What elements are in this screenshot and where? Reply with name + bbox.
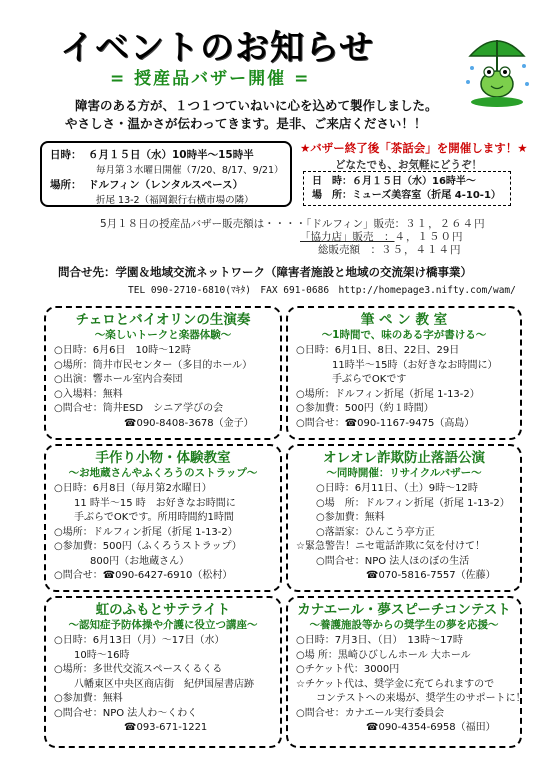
- card-line: ○日時：7月3日、（日） 13時〜17時: [296, 635, 463, 646]
- contact-info: 問合せ先：学園＆地域交流ネットワーク（障害者施設と地域の交流架け橋事業）: [58, 265, 472, 279]
- intro-text: [65, 97, 438, 133]
- card-line: ○チケット代：3000円: [296, 664, 400, 675]
- card-line: ○場所：ドルフィン折尾（折尾 1-13-2）: [54, 526, 238, 538]
- event-card-brush-pen: [286, 306, 522, 440]
- card-line: ○参加費：500円（約１時間）: [296, 403, 434, 414]
- card-phone: ☎090-8408-3678（金子）: [124, 417, 254, 429]
- tea-place: 場 所：ミューズ美容室（折尾 4-10-1）: [312, 190, 501, 201]
- tea-date: 日 時：６月１５日（水）16時半〜: [312, 176, 476, 187]
- card-line: コンテストへの来場が、奨学生のサポートに！: [316, 693, 526, 704]
- card-title: チェロとバイオリンの生演奏: [75, 312, 251, 328]
- card-line: ○問合せ：カナエール実行委員会: [296, 707, 445, 719]
- card-title: 手作り小物・体験教室: [95, 450, 231, 466]
- date-label: 日時：: [50, 149, 82, 161]
- card-subtitle: 〜1時間で、味のある字が書ける〜: [321, 329, 487, 341]
- card-line: ○日時：6月6日 10時〜12時: [54, 345, 191, 356]
- card-line: ○問合せ：NPO 法人わ〜くわく: [54, 707, 198, 719]
- card-title: 虹のふもとサテライト: [95, 602, 231, 618]
- card-phone: ☎093-671-1221: [124, 722, 208, 733]
- card-line: ○日時：6月1日、8日、22日、29日: [296, 345, 460, 356]
- card-line: ○場 所：ドルフィン折尾（折尾 1-13-2）: [316, 497, 510, 509]
- card-line: ○問合せ：☎090-6427-6910（松村）: [54, 570, 233, 581]
- card-line: ○場 所：黒崎ひびしんホール 大ホール: [296, 649, 471, 661]
- card-line: ○問合せ：筒井ESD シニア学びの会: [54, 403, 224, 414]
- card-line: ○場所：筒井市民センター（多目的ホール）: [54, 359, 253, 371]
- tea-party-subtitle: どなたでも、お気軽にどうぞ！: [335, 159, 482, 171]
- kyoryoku-amount: ４，１５０円: [394, 231, 464, 243]
- card-phone: ☎090-4354-6958（福田）: [366, 722, 496, 733]
- card-title: オレオレ詐欺防止落語公演: [323, 450, 485, 466]
- card-line: ○出演：響ホール室内合奏団: [54, 374, 183, 385]
- card-line: ○日時：6月8日（毎月第2水曜日）: [54, 483, 212, 494]
- intro-line: やさしさ・温かさが伝わってきます。是非、ご来店ください！！: [65, 116, 427, 131]
- sales-lead: 5月１８日の授産品バザー販売額は・・・・「ドルフィン」販売：: [100, 218, 406, 230]
- card-title: 筆 ペ ン 教 室: [360, 312, 448, 328]
- event-card-cello-violin: [44, 306, 282, 440]
- card-line: ☆緊急警告！ニセ電話詐欺に気を付けて！: [296, 541, 485, 552]
- card-line: ○参加費：500円（ふくろうストラップ）: [54, 541, 242, 552]
- page-title: イベントのお知らせ: [60, 28, 374, 68]
- place-label: 場所：: [50, 179, 82, 191]
- card-line: ○参加費：無料: [316, 512, 385, 523]
- bazaar-info-box: [40, 141, 292, 207]
- card-line: 八幡東区中央区商店街 紀伊国屋書店跡: [74, 678, 254, 690]
- card-line: 手ぶらでOKです。所用時間約1時間: [74, 512, 234, 523]
- card-line: 11時半〜15時（お好きなお時間に）: [332, 359, 498, 371]
- card-line: ○参加費：無料: [54, 693, 123, 704]
- card-subtitle: 〜同時開催：リサイクルバザー〜: [326, 467, 482, 479]
- bazaar-monthly: 毎月第３水曜日開催（7/20、8/17、9/21）: [96, 165, 284, 176]
- card-subtitle: 〜認知症予防体操や介護に役立つ講座〜: [68, 619, 258, 631]
- card-subtitle: 〜お地蔵さんやふくろうのストラップ〜: [68, 467, 258, 479]
- event-card-fraud-rakugo: [286, 444, 522, 592]
- event-card-rainbow-satellite: [44, 596, 282, 748]
- card-title: カナエール・夢スピーチコンテスト: [297, 602, 511, 618]
- sales-report: [100, 218, 515, 257]
- card-line: ○問合せ：NPO 法人ほのぼの生活: [316, 555, 470, 567]
- frog-umbrella-illustration: [462, 22, 532, 108]
- bazaar-address: 折尾 13-2（福岡銀行右横市場の隣）: [96, 195, 254, 206]
- card-line: ○日時：6月11日、（土）9時〜12時: [316, 483, 478, 494]
- card-subtitle: 〜養護施設等からの奨学生の夢を応援〜: [309, 619, 499, 631]
- card-line: 10時〜16時: [74, 649, 130, 661]
- dolphin-amount: ３１，２６４円: [405, 218, 486, 230]
- total-amount: ３５，４１４円: [381, 244, 462, 256]
- card-line: ○入場料：無料: [54, 388, 123, 400]
- card-line: ○日時：6月13日（月）〜17日（水）: [54, 635, 225, 646]
- page-subtitle: = 授産品バザー開催 =: [110, 69, 311, 89]
- card-line: ○場所：多世代交流スペースくるくる: [54, 664, 223, 675]
- total-label: 総販売額 ：: [318, 244, 381, 256]
- bazaar-place: ドルフィン（レンタルスペース）: [88, 179, 244, 191]
- bazaar-date: ６月１５日（水）10時半〜15時半: [88, 149, 254, 161]
- card-line: ○問合せ：☎090-1167-9475（高島）: [296, 417, 475, 429]
- kyoryoku-label: 「協力店」販売 ：: [300, 231, 395, 243]
- card-line: 手ぶらでOKです: [332, 374, 407, 385]
- card-line: ○場所：ドルフィン折尾（折尾 1-13-2）: [296, 388, 480, 400]
- tea-party-box: [303, 171, 511, 206]
- event-card-handmade-craft: [44, 444, 282, 592]
- event-card-kanael-speech: [286, 596, 526, 748]
- card-line: ○落語家：ひんこう亭方正: [316, 526, 435, 538]
- card-line: 800円（お地蔵さん）: [90, 555, 190, 567]
- intro-line: 障害のある方が、１つ１つていねいに心を込めて製作しました。: [75, 98, 438, 113]
- tea-party-title: ★バザー終了後「茶話会」を開催します！★: [300, 141, 528, 155]
- card-line: 11 時半〜15 時 お好きなお時間に: [74, 497, 236, 509]
- contact-phone-fax-url: TEL 090-2710-6810(ﾏｷﾀ) FAX 691-0686 http://homepage3.nifty.com/wam/: [128, 285, 516, 296]
- card-subtitle: 〜楽しいトークと楽器体験〜: [94, 329, 232, 341]
- card-phone: ☎070-5816-7557（佐藤）: [366, 570, 496, 581]
- card-line: ☆チケット代は、奨学金に充てられますので: [296, 678, 495, 690]
